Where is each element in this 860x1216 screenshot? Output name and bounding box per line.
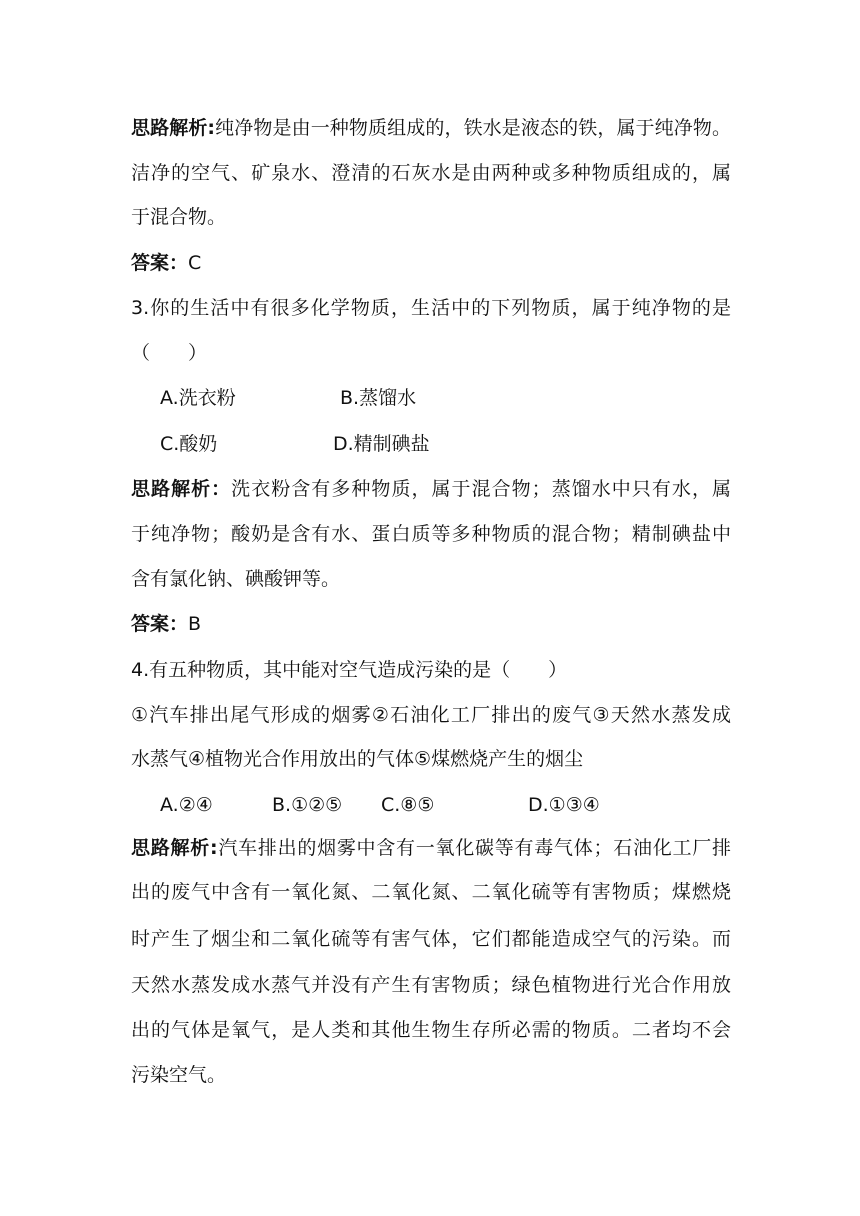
q3-analysis-line-3: 含有氯化钠、碘酸钾等。 [131, 568, 341, 590]
q3-analysis-line-1 [131, 477, 731, 501]
q3-answer-value: B [188, 613, 202, 635]
q4-option-c: C.⑧⑤ [381, 794, 435, 816]
q4-analysis-line-3: 时产生了烟尘和二氧化硫等有害气体，它们都能造成空气的污染。而 [131, 928, 731, 950]
q2-answer-value: C [188, 252, 202, 274]
q3-option-a: A.洗衣粉 [160, 387, 236, 409]
q2-analysis-line-3: 于混合物。 [131, 206, 227, 228]
q2-answer [131, 251, 731, 275]
q4-items-line-2: 水蒸气④植物光合作用放出的气体⑤煤燃烧产生的烟尘 [131, 748, 584, 770]
q3-option-d: D.精制碘盐 [333, 433, 430, 455]
q4-items-line-1: ①汽车排出尾气形成的烟雾②石油化工厂排出的废气③天然水蒸发成 [131, 704, 731, 726]
q4-analysis-line-4: 天然水蒸发成水蒸气并没有产生有害物质；绿色植物进行光合作用放 [131, 974, 731, 996]
q4-option-b: B.①②⑤ [272, 794, 343, 816]
q3-question-line-2: （ ） [131, 342, 208, 364]
q3-answer [131, 612, 731, 636]
q2-analysis-line-2: 洁净的空气、矿泉水、澄清的石灰水是由两种或多种物质组成的，属 [131, 162, 731, 184]
q3-question-line-1: 3.你的生活中有很多化学物质，生活中的下列物质，属于纯净物的是 [131, 297, 731, 319]
q4-analysis-line-2: 出的废气中含有一氧化氮、二氧化氮、二氧化硫等有害物质；煤燃烧 [131, 881, 731, 903]
q3-analysis-line-2: 于纯净物；酸奶是含有水、蛋白质等多种物质的混合物；精制碘盐中 [131, 523, 731, 545]
q3-analysis-text-1: 洗衣粉含有多种物质，属于混合物；蒸馏水中只有水，属 [231, 478, 731, 500]
q4-analysis-text-1: 汽车排出的烟雾中含有一氧化碳等有毒气体；石油化工厂排 [217, 837, 731, 859]
q4-analysis-line-5: 出的气体是氧气，是人类和其他生物生存所必需的物质。二者均不会 [131, 1019, 731, 1041]
q3-option-b: B.蒸馏水 [340, 387, 417, 409]
q2-analysis-line-1 [131, 116, 731, 140]
q3-analysis-label: 思路解析： [131, 478, 232, 500]
q2-analysis-text-1: 纯净物是由一种物质组成的，铁水是液态的铁，属于纯净物。 [215, 117, 731, 139]
q4-option-a: A.②④ [160, 794, 213, 816]
q3-option-c: C.酸奶 [160, 433, 218, 455]
q4-option-d: D.①③④ [528, 794, 600, 816]
q4-analysis-line-1 [131, 836, 731, 860]
q4-question: 4.有五种物质，其中能对空气造成污染的是（ ） [131, 659, 568, 681]
q2-answer-label: 答案： [131, 252, 189, 274]
q3-answer-label: 答案： [131, 613, 189, 635]
q4-analysis-line-6: 污染空气。 [131, 1064, 227, 1086]
q2-analysis-label: 思路解析: [131, 117, 216, 139]
q4-analysis-label: 思路解析: [131, 837, 218, 859]
